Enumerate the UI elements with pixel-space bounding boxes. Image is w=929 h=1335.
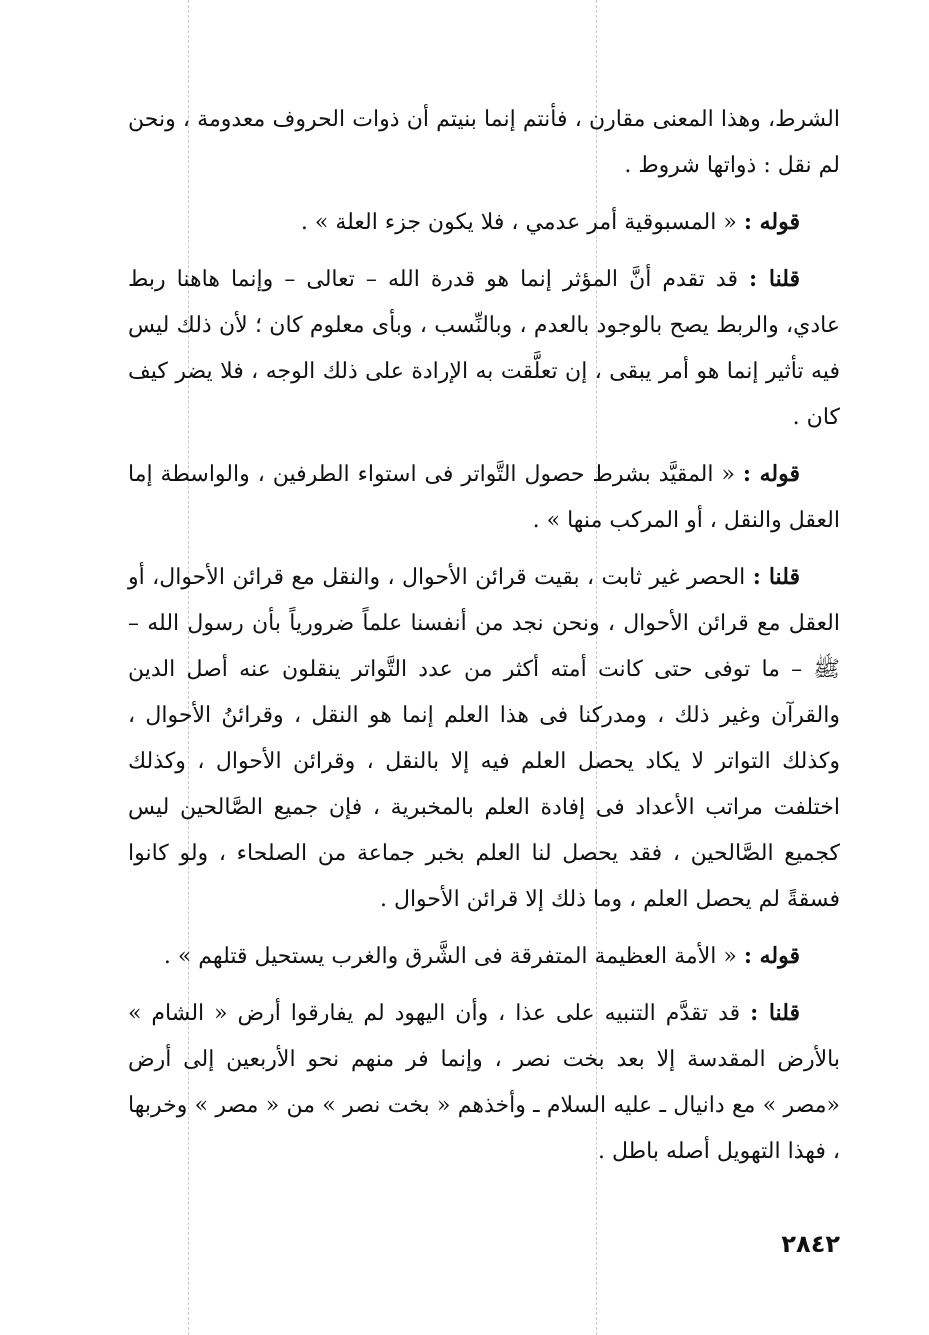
- paragraph-lead: قوله :: [743, 209, 800, 235]
- paragraph-lead: قلنا :: [750, 1000, 800, 1026]
- paragraph: [128, 990, 840, 1175]
- paragraph: [128, 933, 840, 980]
- paragraph: [128, 451, 840, 544]
- page-body: [128, 96, 840, 1185]
- paragraph: [128, 199, 840, 246]
- paragraph: [128, 256, 840, 441]
- paragraph-text: الحصر غير ثابت ، بقيت قرائن الأحوال ، والنقل مع قرائن الأحوال، أو العقل مع قرائن الأحوال ، ونحن نجد من أنفسنا علماً ضرورياً بأن رسول الله – ﷺ – ما توفى حتى كانت أمته أكثر من عدد التَّواتر ينقلون عنه أصل الدين والقرآن وغير ذلك ، ومدركنا فى هذا العلم إنما هو النقل ، وقرائنُ الأحوال ، وكذلك التواتر لا يكاد يحصل العلم فيه إلا بالنقل ، وقرائن الأحوال ، وكذلك اختلفت مراتب الأعداد فى إفادة العلم بالمخبرية ، فإن جميع الصَّالحين ليس كجميع الصَّالحين ، فقد يحصل لنا العلم بخبر جماعة من الصلحاء ، ولو كانوا فسقةً لم يحصل العلم ، وما ذلك إلا قرائن الأحوال .: [128, 565, 840, 912]
- paragraph-text: « المقيَّد بشرط حصول التَّواتر فى استواء الطرفين ، والواسطة إما العقل والنقل ، أو المركب منها » .: [128, 462, 840, 533]
- paragraph-lead: قلنا :: [749, 266, 801, 292]
- paragraph-lead: قوله :: [743, 943, 800, 969]
- paragraph-lead: قوله :: [742, 461, 800, 487]
- paragraph: [128, 554, 840, 923]
- paragraph-text: « الأمة العظيمة المتفرقة فى الشَّرق والغرب يستحيل قتلهم » .: [163, 944, 737, 969]
- paragraph-lead: قلنا :: [752, 564, 800, 590]
- paragraph: [128, 96, 840, 189]
- paragraph-text: قد تقدم أنَّ المؤثر إنما هو قدرة الله – تعالى – وإنما هاهنا ربط عادي، والربط يصح بالوجود بالعدم ، وبالنِّسب ، وبأى معلوم كان ؛ لأن ذلك ليس فيه تأثير إنما هو أمر يبقى ، إن تعلَّقت به الإرادة على ذلك الوجه ، فلا يضر كيف كان .: [128, 267, 840, 430]
- paragraph-text: الشرط، وهذا المعنى مقارن ، فأنتم إنما بنيتم أن ذوات الحروف معدومة ، ونحن لم نقل : ذواتها شروط .: [128, 107, 840, 178]
- paragraph-text: قد تقدَّم التنبيه على عذا ، وأن اليهود لم يفارقوا أرض « الشام » بالأرض المقدسة إلا بعد بخت نصر ، وإنما فر منهم نحو الأربعين إلى أرض «مصر » مع دانيال ـ عليه السلام ـ وأخذهم « بخت نصر » من « مصر » وخربها ، فهذا التهويل أصله باطل .: [128, 1001, 840, 1164]
- page-number: ٢٨٤٢: [781, 1230, 840, 1258]
- paragraph-text: « المسبوقية أمر عدمي ، فلا يكون جزء العلة » .: [300, 210, 737, 235]
